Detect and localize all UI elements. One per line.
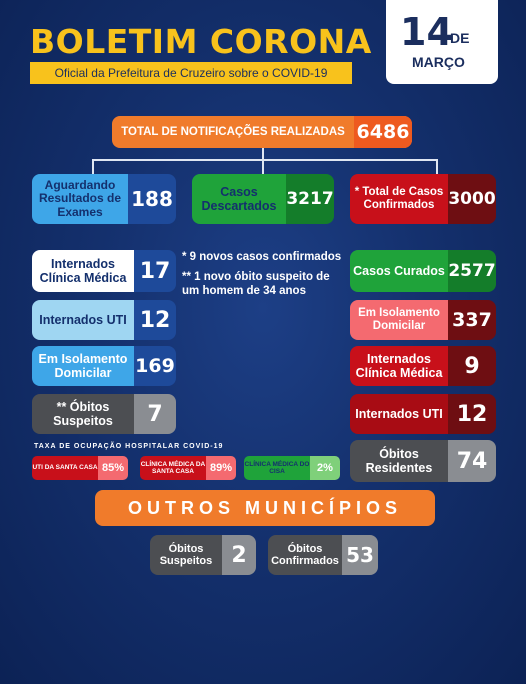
other-cities-title: OUTROS MUNICÍPIOS (95, 490, 435, 526)
right-deaths-box (350, 440, 496, 482)
total-notifications-label: TOTAL DE NOTIFICAÇÕES REALIZADAS (121, 125, 345, 138)
occupancy-icu-box (32, 456, 128, 480)
awaiting-results-label: Aguardando Resultados de Exames (32, 174, 128, 224)
right-isolation-value: 337 (448, 300, 496, 340)
right-clinic-value: 9 (448, 346, 496, 386)
discarded-box (192, 174, 334, 224)
left-deaths-value: 7 (134, 394, 176, 434)
left-icu-box (32, 300, 176, 340)
connector-bar (92, 159, 438, 161)
left-isolation-value: 169 (134, 346, 176, 386)
right-isolation-label: Em Isolamento Domicilar (350, 300, 448, 340)
left-clinic-box (32, 250, 176, 292)
discarded-label: Casos Descartados (192, 174, 286, 224)
left-clinic-label: Internados Clínica Médica (32, 250, 134, 292)
discarded-value: 3217 (286, 174, 334, 224)
right-cured-box (350, 250, 496, 292)
confirmed-value: 3000 (448, 174, 496, 224)
right-cured-label: Casos Curados (350, 250, 448, 292)
note-suspect-death: ** 1 novo óbito suspeito de um homem de 34 anos (182, 271, 330, 298)
right-deaths-value: 74 (448, 440, 496, 482)
connector-left (92, 159, 94, 174)
left-deaths-box (32, 394, 176, 434)
other-confirmed-deaths-value: 53 (342, 535, 378, 575)
right-icu-box (350, 394, 496, 434)
occupancy-clinic-cisa-label: CLÍNICA MÉDICA DO CISA (244, 456, 310, 480)
connector-right (436, 159, 438, 174)
other-suspect-deaths-value: 2 (222, 535, 256, 575)
occupancy-icu-label: UTI DA SANTA CASA (32, 456, 98, 480)
right-icu-label: Internados UTI (350, 394, 448, 434)
left-isolation-box (32, 346, 176, 386)
date-card (386, 0, 498, 84)
right-isolation-box (350, 300, 496, 340)
occupancy-clinic-santa-box (140, 456, 236, 480)
left-isolation-label: Em Isolamento Domicilar (32, 346, 134, 386)
left-icu-label: Internados UTI (32, 300, 134, 340)
confirmed-box (350, 174, 496, 224)
right-deaths-label: Óbitos Residentes (350, 440, 448, 482)
awaiting-results-box (32, 174, 176, 224)
bulletin-title: BOLETIM CORONA (30, 22, 372, 61)
date-de: DE (450, 30, 470, 46)
left-deaths-label: ** Óbitos Suspeitos (32, 394, 134, 434)
connector-mid (262, 159, 264, 174)
date-day: 14 (400, 10, 453, 54)
note-new-cases: * 9 novos casos confirmados (182, 251, 342, 263)
other-suspect-deaths-box (150, 535, 256, 575)
bulletin-subtitle: Oficial da Prefeitura de Cruzeiro sobre o COVID-19 (30, 62, 352, 84)
total-notifications-value: 6486 (354, 116, 412, 148)
right-icu-value: 12 (448, 394, 496, 434)
other-suspect-deaths-label: Óbitos Suspeitos (150, 535, 222, 575)
right-cured-value: 2577 (448, 250, 496, 292)
left-icu-value: 12 (134, 300, 176, 340)
date-month: MARÇO (412, 54, 465, 70)
occupancy-clinic-cisa-box (244, 456, 340, 480)
total-notifications-box (112, 116, 412, 148)
occupancy-clinic-santa-value: 89% (206, 456, 236, 480)
right-clinic-label: Internados Clínica Médica (350, 346, 448, 386)
left-clinic-value: 17 (134, 250, 176, 292)
other-confirmed-deaths-label: Óbitos Confirmados (268, 535, 342, 575)
occupancy-clinic-cisa-value: 2% (310, 456, 340, 480)
awaiting-results-value: 188 (128, 174, 176, 224)
other-confirmed-deaths-box (268, 535, 378, 575)
occupancy-icu-value: 85% (98, 456, 128, 480)
confirmed-label: * Total de Casos Confirmados (350, 174, 448, 224)
occupancy-clinic-santa-label: CLÍNICA MÉDICA DA SANTA CASA (140, 456, 206, 480)
right-clinic-box (350, 346, 496, 386)
occupancy-title: TAXA DE OCUPAÇÃO HOSPITALAR COVID-19 (34, 443, 224, 450)
